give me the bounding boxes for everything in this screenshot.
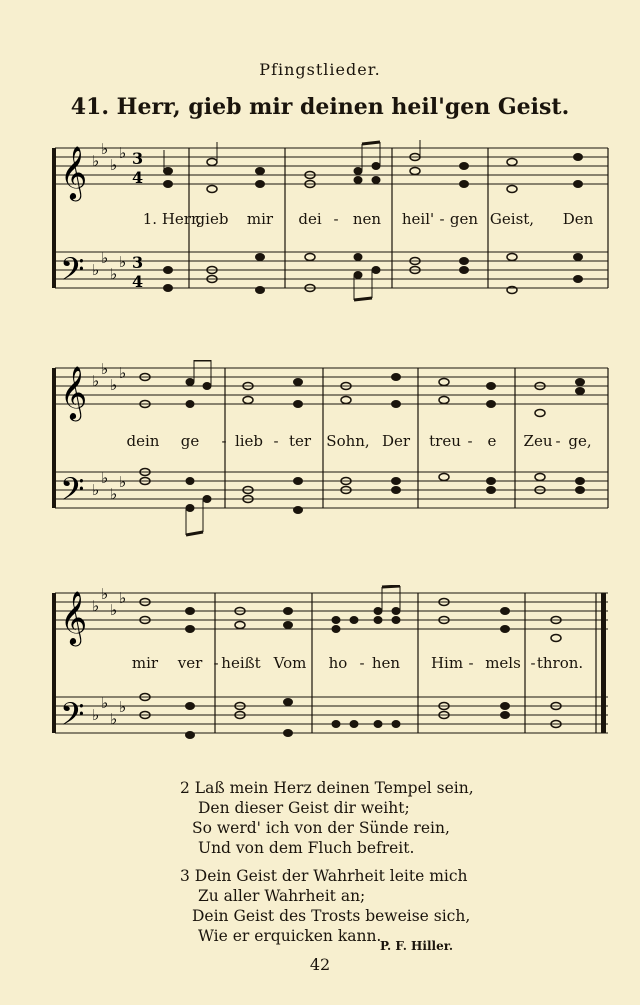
svg-text:♭: ♭ bbox=[110, 601, 118, 619]
lyric-syllable: treu bbox=[429, 432, 461, 450]
lyrics-line-3 bbox=[0, 654, 640, 676]
lyric-syllable: Zeu bbox=[523, 432, 553, 450]
lyric-syllable: Der bbox=[381, 432, 411, 450]
svg-text:♭: ♭ bbox=[92, 706, 100, 724]
lyric-hyphen: - bbox=[467, 432, 473, 450]
lyric-syllable: ge bbox=[180, 432, 200, 450]
svg-text:♭: ♭ bbox=[119, 698, 127, 716]
page-number: 42 bbox=[309, 955, 331, 974]
stanza-3 bbox=[180, 866, 500, 946]
lyric-syllable: lieb bbox=[234, 432, 264, 450]
stanza-line: 3 Dein Geist der Wahrheit leite mich bbox=[180, 867, 468, 885]
lyrics-line-2 bbox=[0, 432, 640, 454]
lyric-syllable: mir bbox=[246, 210, 274, 228]
lyric-syllable: 1. Herr, bbox=[142, 210, 202, 228]
svg-text:♭: ♭ bbox=[110, 265, 118, 283]
lyric-syllable: hen bbox=[371, 654, 401, 672]
lyric-syllable: Sohn, bbox=[326, 432, 370, 450]
svg-text:♭: ♭ bbox=[92, 261, 100, 279]
lyric-syllable: mir bbox=[131, 654, 159, 672]
svg-text:♭: ♭ bbox=[110, 710, 118, 728]
hymn-title: 41. Herr, gieb mir deinen heil'gen Geist. bbox=[70, 94, 570, 120]
svg-text:♭: ♭ bbox=[110, 156, 118, 174]
lyric-syllable: ho bbox=[328, 654, 348, 672]
lyrics-line-1 bbox=[0, 210, 640, 232]
svg-text:♭: ♭ bbox=[92, 597, 100, 615]
bass-clef-icon: 𝄢 bbox=[60, 251, 85, 295]
svg-text:4: 4 bbox=[132, 272, 144, 291]
lyric-syllable: Geist, bbox=[489, 210, 535, 228]
lyric-syllable: Den bbox=[562, 210, 594, 228]
section-heading: Pfingstlieder. bbox=[259, 60, 381, 79]
svg-text:♭: ♭ bbox=[119, 589, 127, 607]
lyric-syllable: dein bbox=[126, 432, 160, 450]
lyric-syllable: Vom bbox=[273, 654, 307, 672]
lyric-hyphen: - bbox=[468, 654, 474, 672]
svg-text:3: 3 bbox=[132, 149, 144, 168]
lyric-syllable: Him bbox=[430, 654, 464, 672]
svg-text:♭: ♭ bbox=[101, 469, 109, 487]
stanza-line: 2 Laß mein Herz deinen Tempel sein, bbox=[180, 779, 474, 797]
lyric-syllable: e bbox=[487, 432, 497, 450]
svg-text:3: 3 bbox=[132, 253, 144, 272]
bass-staff-2 bbox=[55, 472, 608, 508]
bass-clef-icon: 𝄢 bbox=[60, 471, 85, 515]
svg-text:♭: ♭ bbox=[119, 144, 127, 162]
svg-text:♭: ♭ bbox=[101, 694, 109, 712]
stanza-line: Den dieser Geist dir weiht; bbox=[198, 799, 410, 817]
lyric-hyphen: - bbox=[221, 432, 227, 450]
stanza-line: Dein Geist des Trosts beweise sich, bbox=[192, 907, 471, 925]
lyric-hyphen: - bbox=[555, 432, 561, 450]
svg-text:♭: ♭ bbox=[101, 360, 109, 378]
lyric-hyphen: - bbox=[213, 654, 219, 672]
stanza-line: So werd' ich von der Sünde rein, bbox=[192, 819, 450, 837]
lyric-syllable: ter bbox=[288, 432, 312, 450]
lyric-hyphen: - bbox=[530, 654, 536, 672]
bass-clef-icon: 𝄢 bbox=[60, 696, 85, 740]
treble-clef-icon: 𝄞 bbox=[60, 590, 88, 644]
lyric-syllable: heil' bbox=[401, 210, 435, 228]
stanza-line: Zu aller Wahrheit an; bbox=[198, 887, 366, 905]
svg-text:♭: ♭ bbox=[110, 376, 118, 394]
lyric-syllable: ge, bbox=[568, 432, 592, 450]
lyric-syllable: ver bbox=[177, 654, 203, 672]
stanza-line: Wie er erquicken kann. bbox=[198, 927, 382, 945]
lyric-syllable: dei bbox=[298, 210, 322, 228]
svg-text:♭: ♭ bbox=[92, 372, 100, 390]
svg-text:4: 4 bbox=[132, 168, 144, 187]
treble-staff-2 bbox=[55, 368, 608, 404]
svg-text:♭: ♭ bbox=[110, 485, 118, 503]
lyric-hyphen: - bbox=[439, 210, 445, 228]
svg-text:♭: ♭ bbox=[101, 585, 109, 603]
svg-text:♭: ♭ bbox=[92, 152, 100, 170]
stanza-line: Und von dem Fluch befreit. bbox=[198, 839, 415, 857]
lyric-syllable: gieb bbox=[195, 210, 229, 228]
svg-text:♭: ♭ bbox=[101, 249, 109, 267]
lyric-syllable: thron. bbox=[536, 654, 584, 672]
lyric-syllable: gen bbox=[449, 210, 479, 228]
lyric-hyphen: - bbox=[359, 654, 365, 672]
svg-text:♭: ♭ bbox=[92, 481, 100, 499]
author-credit: P. F. Hiller. bbox=[380, 939, 454, 953]
lyric-hyphen: - bbox=[333, 210, 339, 228]
svg-text:♭: ♭ bbox=[119, 253, 127, 271]
lyric-hyphen: - bbox=[273, 432, 279, 450]
svg-text:♭: ♭ bbox=[101, 140, 109, 158]
lyric-syllable: heißt bbox=[221, 654, 261, 672]
treble-clef-icon: 𝄞 bbox=[60, 365, 88, 419]
svg-text:♭: ♭ bbox=[119, 473, 127, 491]
treble-clef-icon: 𝄞 bbox=[60, 145, 88, 199]
lyric-syllable: nen bbox=[352, 210, 382, 228]
stanza-2 bbox=[180, 778, 500, 858]
lyric-syllable: mels bbox=[485, 654, 521, 672]
svg-text:♭: ♭ bbox=[119, 364, 127, 382]
